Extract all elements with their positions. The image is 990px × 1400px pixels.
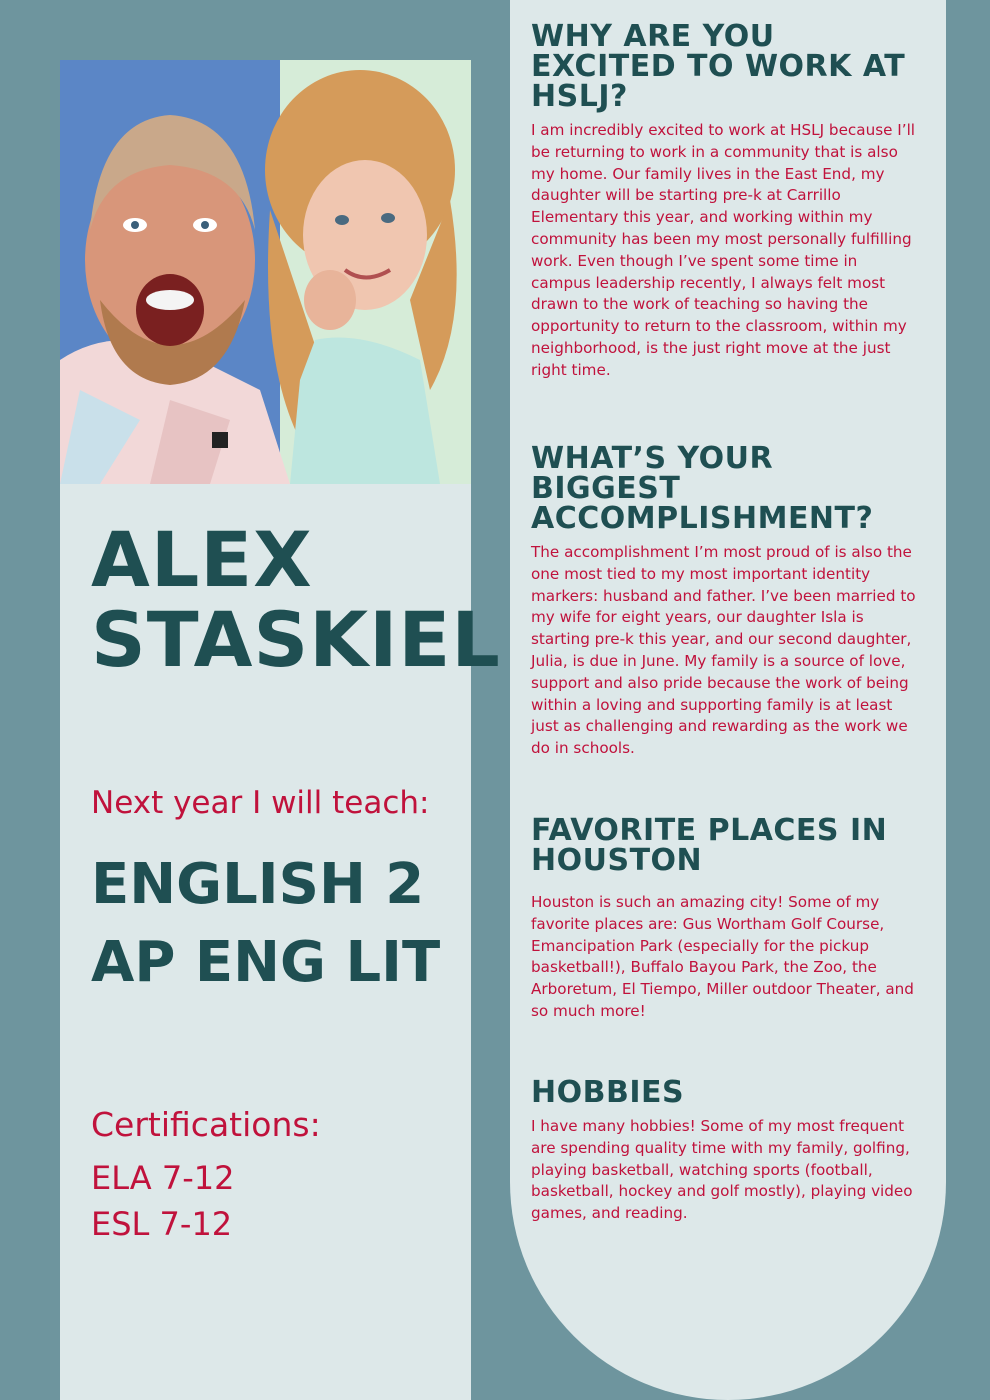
certifications-label: Certifications: xyxy=(91,1105,321,1144)
qa-panel xyxy=(510,0,946,1400)
section-accomplishment xyxy=(531,441,921,760)
certifications-list xyxy=(91,1155,234,1247)
section-heading: FAVORITE PLACES IN HOUSTON xyxy=(531,813,888,878)
next-year-label: Next year I will teach: xyxy=(91,785,430,821)
certification-item: ESL 7-12 xyxy=(91,1205,233,1243)
section-why-excited xyxy=(531,19,921,382)
last-name: STASKIEL xyxy=(91,595,501,684)
section-favorite-places xyxy=(531,813,921,1023)
section-body: I am incredibly excited to work at HSLJ because I’ll be returning to work in a community that is also my home. Our family lives in the East End, my daughter will be starting pre-k at Carrillo Elementary this year, and working within my community has been my most personally fulfilling work. Even though I’ve spent some time in campus leadership recently, I always felt most drawn to the work of teaching so having the opportunity to return to the classroom, within my neighborhood, is the just right move at the just right time. xyxy=(531,121,916,379)
section-hobbies xyxy=(531,1075,921,1225)
course-item: ENGLISH 2 xyxy=(91,852,425,917)
section-body: The accomplishment I’m most proud of is also the one most tied to my most important identity markers: husband and father. I’ve been married to my wife for eight years, our daughter Isla is starting pre-k this year, and our second daughter, Julia, is due in June. My family is a source of love, support and also pride because the work of being within a loving and supporting family is at least just as challenging and rewarding as the work we do in schools. xyxy=(531,543,916,758)
section-body: Houston is such an amazing city! Some of my favorite places are: Gus Wortham Golf Course, Emancipation Park (especially for the pickup basketball!), Buffalo Bayou Park, the Zoo, the Arboretum, El Tiempo, Miller outdoor Theater, and so much more! xyxy=(531,893,914,1020)
first-name: ALEX xyxy=(91,515,313,604)
course-list xyxy=(91,846,440,1002)
teacher-name xyxy=(91,515,501,684)
course-item: AP ENG LIT xyxy=(91,930,441,995)
section-heading: WHY ARE YOU EXCITED TO WORK AT HSLJ? xyxy=(531,19,906,114)
section-heading: WHAT’S YOUR BIGGEST ACCOMPLISHMENT? xyxy=(531,441,874,536)
section-heading: HOBBIES xyxy=(531,1075,685,1110)
profile-photo xyxy=(60,60,471,484)
certification-item: ELA 7-12 xyxy=(91,1159,235,1197)
profile-panel xyxy=(60,60,501,1400)
section-body: I have many hobbies! Some of my most frequent are spending quality time with my family, golfing, playing basketball, watching sports (football, basketball, hockey and golf mostly), playing video games, and reading. xyxy=(531,1117,913,1223)
